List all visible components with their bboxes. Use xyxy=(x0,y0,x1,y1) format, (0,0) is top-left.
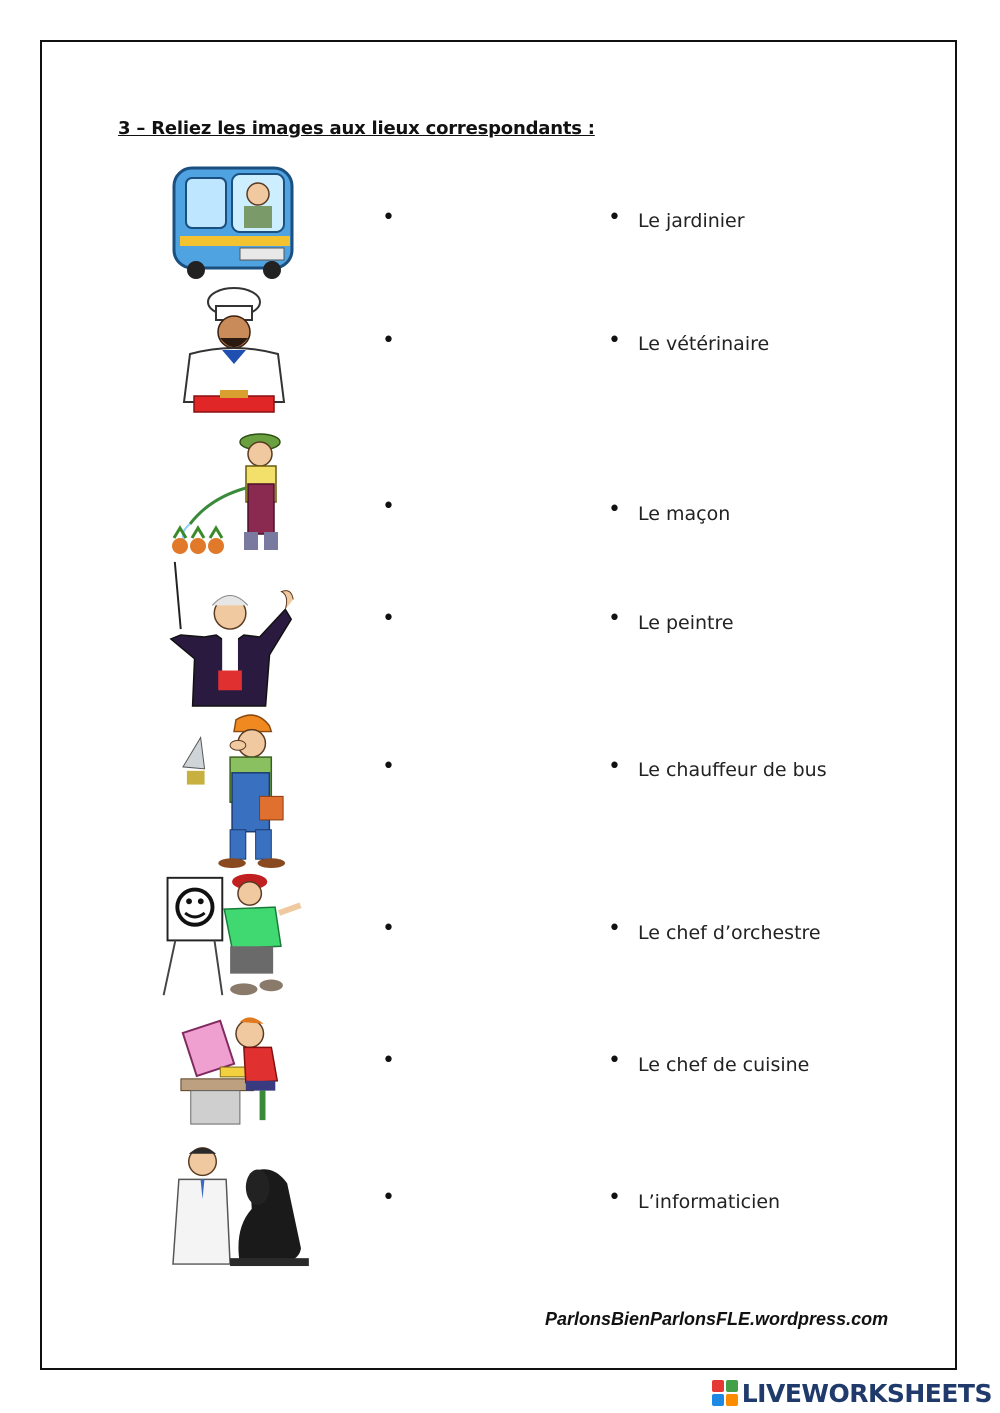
image-gardener xyxy=(160,428,310,558)
conductor-icon xyxy=(160,560,310,708)
label-bullet[interactable]: • xyxy=(608,606,621,631)
label-gardener: Le jardinier xyxy=(638,210,745,232)
image-bullet[interactable]: • xyxy=(382,494,395,519)
liveworksheets-logo-icon xyxy=(712,1380,738,1406)
footer-website[interactable]: ParlonsBienParlonsFLE.wordpress.com xyxy=(545,1309,889,1329)
label-painter: Le peintre xyxy=(638,612,734,634)
mason-icon xyxy=(160,708,310,870)
label-chef: Le chef de cuisine xyxy=(638,1054,810,1076)
image-bullet[interactable]: • xyxy=(382,916,395,941)
label-bus-driver: Le chauffeur de bus xyxy=(638,759,827,781)
image-computer-scientist xyxy=(160,1012,310,1128)
label-bullet[interactable]: • xyxy=(608,205,621,230)
label-veterinarian: Le vétérinaire xyxy=(638,333,770,355)
image-conductor xyxy=(160,560,310,708)
label-bullet[interactable]: • xyxy=(608,916,621,941)
label-bullet[interactable]: • xyxy=(608,754,621,779)
image-bullet[interactable]: • xyxy=(382,328,395,353)
label-computer-scientist: L’informaticien xyxy=(638,1191,781,1213)
label-bullet[interactable]: • xyxy=(608,1048,621,1073)
label-bullet[interactable]: • xyxy=(608,1185,621,1210)
veterinarian-icon xyxy=(160,1140,310,1268)
label-bullet[interactable]: • xyxy=(608,497,621,522)
image-veterinarian xyxy=(160,1140,310,1268)
chef-icon xyxy=(160,284,310,426)
image-painter xyxy=(160,870,310,1002)
image-bullet[interactable]: • xyxy=(382,1048,395,1073)
liveworksheets-brand[interactable] xyxy=(712,1378,992,1408)
painter-icon xyxy=(160,870,310,1002)
image-bus-driver xyxy=(160,158,310,283)
image-bullet[interactable]: • xyxy=(382,606,395,631)
label-mason: Le maçon xyxy=(638,503,731,525)
bus-driver-icon xyxy=(160,158,310,283)
exercise-title: 3 – Reliez les images aux lieux correspondants : xyxy=(118,118,595,139)
image-mason xyxy=(160,708,310,870)
image-chef xyxy=(160,284,310,426)
label-conductor: Le chef d’orchestre xyxy=(638,922,821,944)
image-bullet[interactable]: • xyxy=(382,1185,395,1210)
label-bullet[interactable]: • xyxy=(608,328,621,353)
gardener-icon xyxy=(160,428,310,558)
brand-text: LIVEWORKSHEETS xyxy=(741,1378,992,1408)
image-bullet[interactable]: • xyxy=(382,205,395,230)
image-bullet[interactable]: • xyxy=(382,754,395,779)
computer-scientist-icon xyxy=(160,1012,310,1128)
